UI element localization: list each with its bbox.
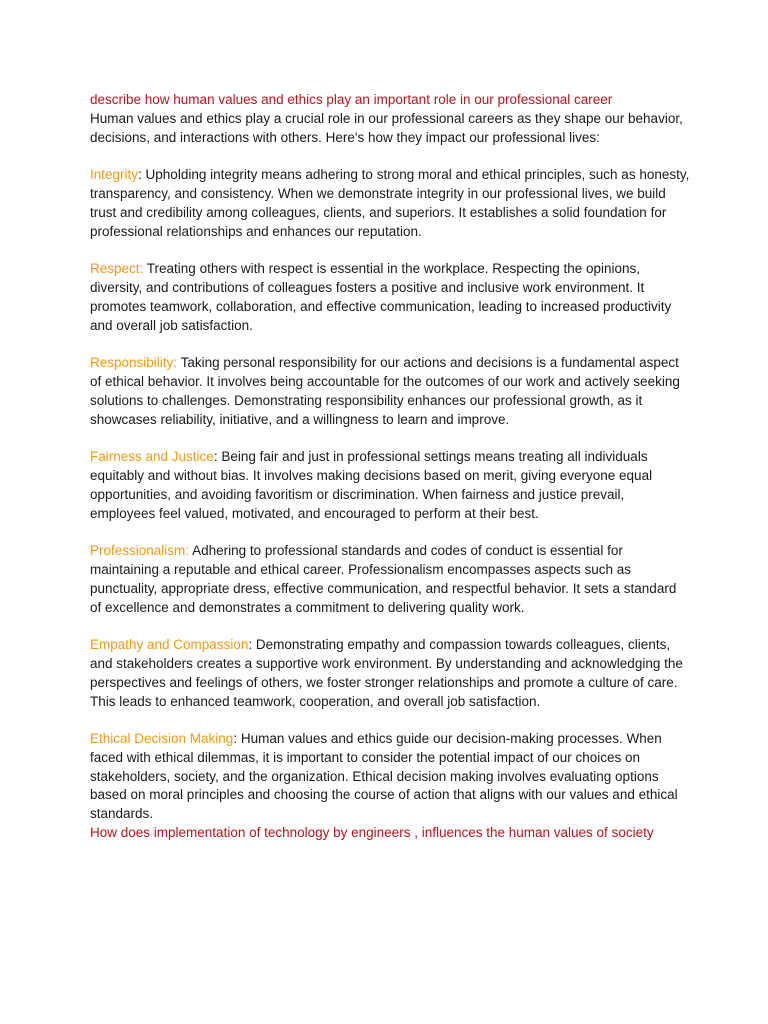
term-ethical-decision-making: Ethical Decision Making xyxy=(90,731,234,747)
section-fairness-and-justice xyxy=(90,448,690,523)
term-integrity: Integrity xyxy=(90,167,139,183)
term-responsibility: Responsibility: xyxy=(90,355,178,371)
section-respect xyxy=(90,260,690,335)
term-fairness-and-justice: Fairness and Justice xyxy=(90,449,214,465)
document-page xyxy=(90,91,690,843)
section-professionalism xyxy=(90,542,690,617)
separator: : xyxy=(213,449,222,465)
section-text: Being fair and just in professional settings means treating all individuals equitably and without bias. It involves making decisions based on merit, giving everyone equal opportunities, and avoiding favoritism or discrimination. When fairness and justice prevail, employees feel valued, motivated, and encouraged to perform at their best. xyxy=(90,449,653,521)
separator: : xyxy=(138,167,146,183)
section-ethical-decision-making xyxy=(90,730,690,824)
section-text: Upholding integrity means adhering to strong moral and ethical principles, such as honesty, transparency, and consistency. When we demonstrate integrity in our professional lives, we build trust and credibility among colleagues, clients, and superiors. It establishes a solid foundation for professional relationships and enhances our reputation. xyxy=(90,167,690,239)
section-text: Demonstrating empathy and compassion towards colleagues, clients, and stakeholders creates a supportive work environment. By understanding and acknowledging the perspectives and feelings of others, we foster stronger relationships and promote a culture of care. This leads to enhanced teamwork, cooperation, and overall job satisfaction. xyxy=(90,637,683,709)
term-empathy-and-compassion: Empathy and Compassion xyxy=(90,637,249,653)
term-respect: Respect: xyxy=(90,261,144,277)
question-heading-2: How does implementation of technology by engineers , influences the human values of society xyxy=(90,825,654,841)
term-professionalism: Professionalism: xyxy=(90,543,190,559)
separator: : xyxy=(233,731,241,747)
section-integrity xyxy=(90,166,690,241)
intro-paragraph: Human values and ethics play a crucial role in our professional careers as they shape our behavior, decisions, and interactions with others. Here's how they impact our professional lives: xyxy=(90,110,683,145)
section-text: Human values and ethics guide our decision-making processes. When faced with ethical dilemmas, it is important to consider the potential impact of our choices on stakeholders, society, and the organization. Ethical decision making involves evaluating options based on moral principles and choosing the course of action that aligns with our values and ethical standards. xyxy=(90,731,678,822)
section-responsibility xyxy=(90,354,690,429)
separator: : xyxy=(248,637,256,653)
section-text: Taking personal responsibility for our actions and decisions is a fundamental aspect of ethical behavior. It involves being accountable for the outcomes of our work and actively seeking solutions to challenges. Demonstrating responsibility enhances our professional growth, as it showcases reliability, initiative, and a willingness to learn and improve. xyxy=(90,355,680,427)
question-heading-1: describe how human values and ethics play an important role in our professional career xyxy=(90,92,613,107)
section-empathy-and-compassion xyxy=(90,636,690,711)
section-text: Adhering to professional standards and codes of conduct is essential for maintaining a reputable and ethical career. Professionalism encompasses aspects such as punctuality, appropriate dress, effective communication, and respectful behavior. It sets a standard of excellence and demonstrates a commitment to delivering quality work. xyxy=(90,543,677,615)
section-text: Treating others with respect is essential in the workplace. Respecting the opinions, diversity, and contributions of colleagues fosters a positive and inclusive work environment. It promotes teamwork, collaboration, and effective communication, leading to increased productivity and overall job satisfaction. xyxy=(90,261,672,333)
